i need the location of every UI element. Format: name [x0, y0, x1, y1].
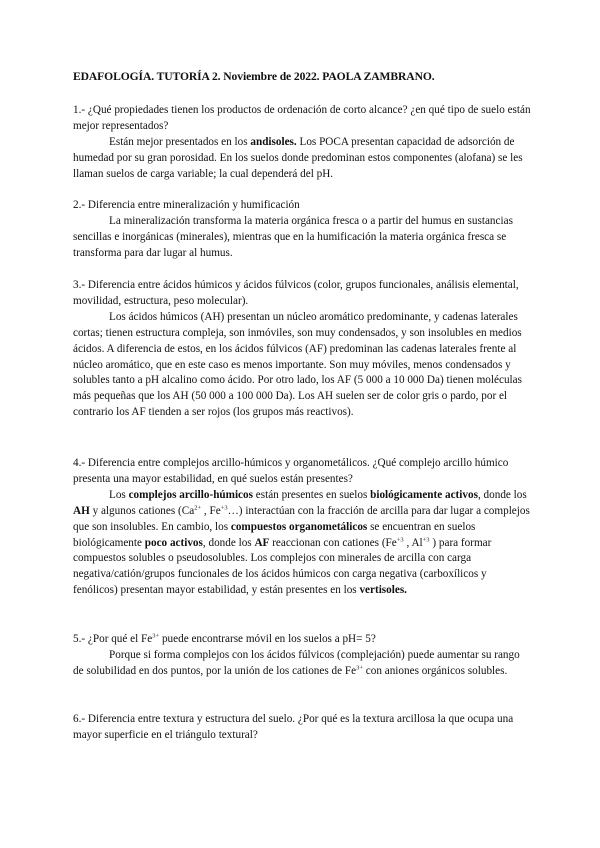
answer-3: Los ácidos húmicos (AH) presentan un núcleo aromático predominante, y cadenas laterales cortas; tienen estructura compleja, son inmóviles, son muy condensados, y son insolubles en medios ácidos. A diferencia de estos, en los ácidos fúlvicos (AF) predominan las cadenas laterales frente al núcleo aromático, que en este caso es menos importante. Son muy móviles, menos condensados y solubles tanto a pH alcalino como ácido. Por otro lado, los AF (5 000 a 10 000 Da) tienen moléculas más pequeñas que los AH (50 000 a 100 000 Da). Los AH suelen ser de color gris o pardo, por el contrario los AF tienden a ser rojos (los grupos más reactivos). — [73, 310, 522, 419]
answer-1: Están mejor presentados en los andisoles. Los POCA presentan capacidad de adsorción de humedad por su gran porosidad. En los suelos donde predominan estos componentes (alofana) se les llaman suelos de carga variable; la cual dependerá del pH. — [73, 135, 523, 180]
term-vertisoles: vertisoles. — [359, 584, 407, 597]
section-3 — [73, 278, 533, 421]
term-complejos-arcillo-humicos: complejos arcillo-húmicos — [128, 488, 253, 501]
section-6 — [73, 712, 533, 744]
question-4: 4.- Diferencia entre complejos arcillo-húmicos y organometálicos. ¿Qué complejo arcillo húmico presenta una mayor estabilidad, en qué suelos están presentes? — [73, 457, 509, 485]
term-andisoles: andisoles. — [250, 135, 297, 148]
question-3: 3.- Diferencia entre ácidos húmicos y ácidos fúlvicos (color, grupos funcionales, análisis elemental, movilidad, estructura, peso molecular). — [73, 279, 519, 307]
answer-4: Los complejos arcillo-húmicos están presentes en suelos biológicamente activos, donde los AH y algunos cationes ($Ca^{2+}$ , $Fe^{+3}\dots$) interactúan con la fracción de arcilla para dar lugar a complejos que son insolubles. En cambio, los compuestos organometálicos se encuentran en suelos biológicamente poco activos, donde los AF reaccionan con cationes ($Fe^{+3}$ , $Al^{+3}$ ) para formar compuestos solubles o pseudosolubles. Los complejos con minerales de arcilla con carga negativa/catión/grupos funcionales de los ácidos húmicos con carga negativa (carboxílicos y fenólicos) presentan mayor estabilidad, y están presentes en los vertisoles. — [73, 488, 530, 597]
section-4 — [73, 456, 533, 599]
section-5 — [73, 632, 533, 680]
section-1 — [73, 103, 533, 183]
term-poco-activos: poco activos — [144, 536, 203, 549]
question-6: 6.- Diferencia entre textura y estructura del suelo. ¿Por qué es la textura arcillosa la que ocupa una mayor superficie en el triángulo textural? — [73, 713, 514, 741]
question-5: 5.- ¿Por qué el $Fe^{3+}$ puede encontrarse móvil en los suelos a pH= 5? — [73, 632, 376, 645]
term-af: AF — [254, 536, 270, 549]
document-title: EDAFOLOGÍA. TUTORÍA 2. Noviembre de 2022. PAOLA ZAMBRANO. — [73, 70, 435, 83]
answer-5: Porque si forma complejos con los ácidos fúlvicos (complejación) puede aumentar su rango de solubilidad en dos puntos, por la unión de los cationes de $Fe^{3+}$ con aniones orgánicos solubles. — [73, 648, 520, 677]
section-2 — [73, 198, 533, 262]
term-compuestos-organometalicos: compuestos organometálicos — [230, 520, 368, 533]
term-biologicamente-activos: biológicamente activos — [370, 488, 478, 501]
term-ah: AH — [73, 504, 90, 517]
question-2: 2.- Diferencia entre mineralización y humificación — [73, 199, 300, 211]
question-1: 1.- ¿Qué propiedades tienen los productos de ordenación de corto alcance? ¿en qué tipo de suelo están mejor representados? — [73, 104, 531, 132]
answer-2: La mineralización transforma la materia orgánica fresca o a partir del humus en sustancias sencillas e inorgánicas (minerales), mientras que en la humificación la materia orgánica fresca se transforma para dar lugar al humus. — [73, 214, 513, 259]
